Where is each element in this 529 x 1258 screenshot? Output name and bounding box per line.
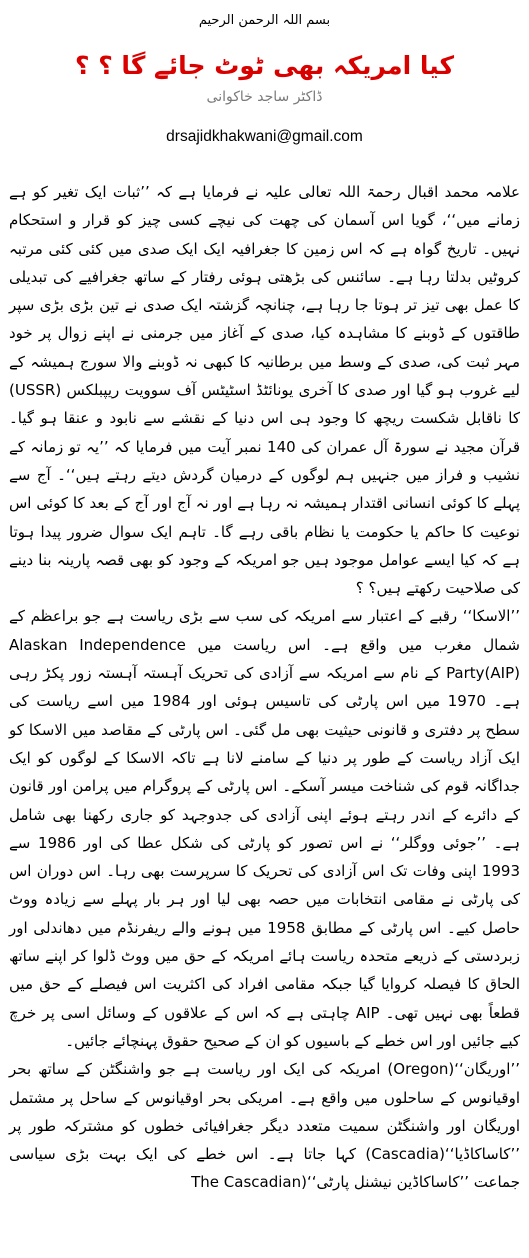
article-body — [9, 178, 520, 1197]
article-title: کیا امریکہ بھی ٹوٹ جائے گا ؟ ؟ — [75, 51, 454, 80]
paragraph-oregon: ’’اوریگان‘‘(Oregon) امریکہ کی ایک اور ریاست ہے جو واشنگٹن کے ساتھ بحر اوقیانوس کے ساحلوں میں واقع ہے۔ امریکی بحر اوقیانوس کے ساحل پر مشتمل اوریگان اور واشنگٹن سمیت متعدد دیگر جغرافیائی خطوں کو مشترکہ طور پر ’’کاساکاڈیا‘‘(Cascadia) کہا جاتا ہے۔ اس خطے کی ایک بہت بڑی سیاسی جماعت ’’کاساکاڈین نیشنل پارٹی‘‘(The Cascadian — [9, 1060, 520, 1192]
paragraph-alaska: ’’الاسکا‘‘ رقبے کے اعتبار سے امریکہ کی سب سے بڑی ریاست ہے جو براعظم کے شمال مغرب میں واقع ہے۔ اس ریاست میں Alaskan Independence Party(AIP) کے نام سے امریکہ سے آزادی کی تحریک آہستہ آہستہ زور پکڑ رہی ہے۔ 1970 میں اس پارٹی کی تاسیس ہوئی اور 1984 میں اسے ریاست کی سطح پر دفتری و قانونی حیثیت بھی مل گئی۔ اس پارٹی کے مقاصد میں الاسکا کو ایک آزاد ریاست کے طور پر دنیا کے سامنے لانا ہے تاکہ الاسکا کے لوگوں کو ایک جداگانہ قوم کی شناخت میسر آسکے۔ اس پارٹی کے پروگرام میں پرامن اور قانون کے دائرے کے اندر رہتے ہوئے اپنی آزادی کی جدوجہد کو جاری رکھنا بھی شامل ہے۔ ’’جوئی ووگلر‘‘ نے اس تصور کو پارٹی کی شکل عطا کی اور 1986 سے 1993 اپنی وفات تک اس آزادی کی تحریک کا سرپرست بھی رہا۔ اس دوران اس کی پارٹی نے مقامی انتخابات میں حصہ بھی لیا اور ہر بار پہلے سے زیادہ ووٹ حاصل کیے۔ اس پارٹی کے مطابق 1958 میں ہونے والے ریفرنڈم میں دھاندلی اور زبردستی کے ذریعے متحدہ ریاست ہائے امریکہ کے حق میں ووٹ ڈلوا کر اپنے ساتھ الحاق کا فیصلہ کروایا گیا جبکہ مقامی افراد کی اکثریت اس فیصلے کے حق میں قطعاً بھی نہیں تھی۔ AIP چاہتی ہے کہ اس کے علاقوں کے وسائل اسی پر خرچ کیے جائیں اور اس خطے کے باسیوں کو ان کے صحیح حقوق پہنچائے جائیں۔ — [9, 607, 520, 1050]
paragraph-iqbal-history: علامہ محمد اقبال رحمۃ اللہ تعالی علیہ نے فرمایا ہے کہ ’’ثبات ایک تغیر کو ہے زمانے میں‘‘، گویا اس آسمان کی چھت کی نیچے کسی چیز کو قرار و استحکام نہیں۔ تاریخ گواہ ہے کہ اس زمین کا جغرافیہ ایک ایک صدی میں کئی کئی مرتبہ کروٹیں بدلتا رہا ہے۔ سائنس کی بڑھتی ہوئی رفتار کے ساتھ جغرافیے کی تبدیلی کا عمل بھی تیز تر ہوتا جا رہا ہے، چنانچہ گزشتہ ایک صدی نے تین بڑی بڑی سپر طاقتوں کے ڈوبنے کا مشاہدہ کیا، صدی کے آغاز میں جرمنی نے اپنے زوال پر خود مہر ثبت کی، صدی کے وسط میں برطانیہ کا کبھی نہ ڈوبنے والا سورج ہمیشہ کے لیے غروب ہو گیا اور صدی کا آخری یونائٹڈ اسٹیٹس آف سوویت ریپبلکس (USSR) کا ناقابل شکست ریچھ کا وجود ہی اس دنیا کے نقشے سے نابود و عنقا ہو گیا۔ قرآن مجید نے سورۃ آل عمران کی 140 نمبر آیت میں فرمایا کہ ’’یہ تو زمانہ کے نشیب و فراز میں جنہیں ہم لوگوں کے درمیان گردش دیتے رہتے ہیں‘‘۔ آج سے پہلے کا کوئی انسانی اقتدار ہمیشہ نہ رہا ہے اور نہ آج اور آج کے بعد کا کوئی اس نوعیت کا حاکم یا حکومت یا نظام باقی رہے گا۔ تاہم ایک سوال ضرور پیدا ہوتا ہے کہ کیا ایسے عوامل موجود ہیں جو امریکہ کے وجود کو بھی قصہ پارینہ بنا دینے کی صلاحیت رکھتے ہیں؟ ؟ — [9, 183, 520, 598]
author-name: ڈاکٹر ساجد خاکوانی — [206, 89, 323, 105]
author-email[interactable]: drsajidkhakwani@gmail.com — [166, 128, 363, 145]
bismillah-heading: بسم اللہ الرحمن الرحیم — [198, 13, 331, 28]
